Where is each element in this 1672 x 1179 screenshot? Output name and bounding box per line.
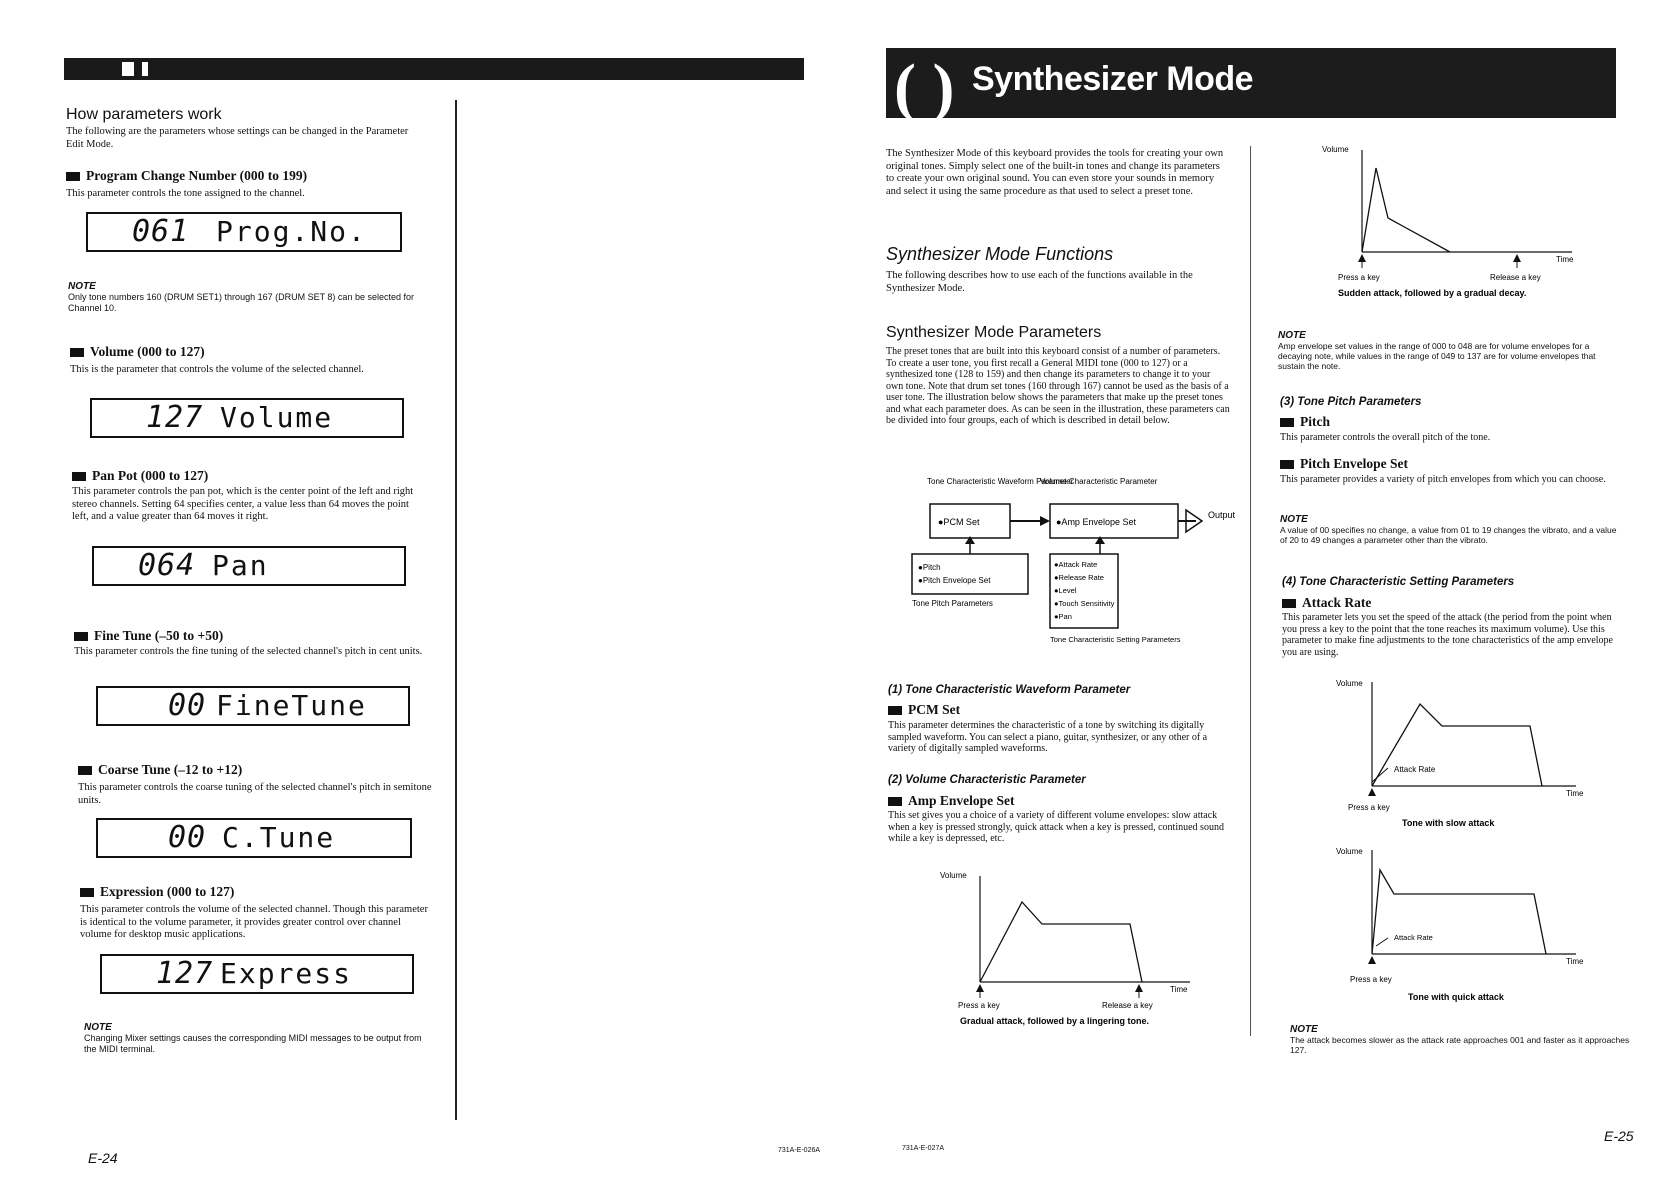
press-key-label: Press a key xyxy=(958,1001,1000,1010)
envelope-curve xyxy=(980,902,1142,982)
lcd-label: Volume xyxy=(220,401,334,434)
lcd-display xyxy=(86,212,402,252)
attack-rate-pointer xyxy=(1376,938,1388,946)
pitch-item: ●Pitch Envelope Set xyxy=(918,576,991,585)
page-title: Synthesizer Mode xyxy=(972,60,1254,98)
axis-label-time: Time xyxy=(1566,789,1584,798)
param-desc: This parameter controls the fine tuning of the selected channel's pitch in cent units. xyxy=(74,646,423,657)
section-heading: How parameters work xyxy=(66,106,222,123)
diagram-label-waveform: Tone Characteristic Waveform Parameter xyxy=(927,477,1074,486)
output-label: Output xyxy=(1208,510,1236,520)
param-title: Pan Pot (000 to 127) xyxy=(72,468,208,484)
header-bar-mark xyxy=(122,62,134,76)
bullet-square-icon xyxy=(1280,460,1294,469)
param-title: Amp Envelope Set xyxy=(888,793,1015,809)
param-title: Coarse Tune (–12 to +12) xyxy=(78,762,242,778)
envelope-curve xyxy=(1362,168,1450,252)
header-bar-mark xyxy=(142,62,148,76)
arrow-up-icon xyxy=(1513,254,1521,262)
param-title: Attack Rate xyxy=(1282,595,1371,611)
lcd-display xyxy=(92,546,406,586)
envelope-graph-gradual xyxy=(930,868,1220,1030)
param-desc: This parameter controls the overall pitch of the tone. xyxy=(1280,432,1491,443)
lcd-display xyxy=(96,686,410,726)
lcd-value: 127 xyxy=(146,400,204,435)
bullet-square-icon xyxy=(888,797,902,806)
arrow-up-icon xyxy=(1368,788,1376,796)
note-label: NOTE xyxy=(84,1022,112,1033)
lcd-label: C.Tune xyxy=(222,821,336,854)
param-desc: This parameter lets you set the speed of the attack (the period from the point when you press a key to the point that the tone reaches its maximum volume). Use this parameter to make fine adjustments to the tone characteristics of the amp envelope you are using. xyxy=(1282,612,1613,658)
arrow-up-icon xyxy=(1368,956,1376,964)
lcd-display xyxy=(100,954,414,994)
bullet-square-icon xyxy=(72,472,86,481)
param-desc: This set gives you a choice of a variety of different volume envelopes: slow attack when a key is pressed strongly, quick attack when a key is pressed, continued sound while a key is depressed, etc. xyxy=(888,810,1224,844)
pitch-params-box xyxy=(912,554,1028,594)
lcd-value: 127 xyxy=(156,956,214,991)
sub-heading: (2) Volume Characteristic Parameter xyxy=(888,774,1086,786)
lcd-display xyxy=(96,818,412,858)
column-divider xyxy=(455,100,457,1120)
param-desc: This parameter controls the volume of the selected channel. Though this parameter is identical to the volume parameter, it provides greater control over channel volume for desktop music applications. xyxy=(80,904,428,940)
param-desc: This parameter determines the characteristic of a tone by switching its digitally sampled waveform. You can select a piano, guitar, synthesizer, or any other of a variety of digitally sampled waveforms. xyxy=(888,720,1208,754)
axis-label-time: Time xyxy=(1556,255,1574,264)
note-label: NOTE xyxy=(1278,330,1306,341)
press-key-label: Press a key xyxy=(1338,273,1380,282)
param-desc: This parameter controls the pan pot, which is the center point of the left and right stereo channels. Setting 64 specifies center, a value less than 64 moves the point left, and a value greater than 64 moves it right. xyxy=(72,486,414,522)
param-title: Expression (000 to 127) xyxy=(80,884,234,900)
arrow-up-icon xyxy=(1135,984,1143,992)
lcd-label: FineTune xyxy=(216,689,367,722)
setting-item: ●Attack Rate xyxy=(1054,560,1098,569)
note-text: Changing Mixer settings causes the corresponding MIDI messages to be output from the MIDI terminal. xyxy=(84,1033,422,1054)
pcm-set-label: ●PCM Set xyxy=(938,517,980,527)
note-text: Only tone numbers 160 (DRUM SET1) through 167 (DRUM SET 8) can be selected for Channel 10. xyxy=(68,292,414,313)
bullet-square-icon xyxy=(70,348,84,357)
setting-item: ●Touch Sensitivity xyxy=(1054,599,1115,608)
lcd-value: 061 xyxy=(132,214,190,249)
arrow-up-icon xyxy=(976,984,984,992)
lcd-label: Express xyxy=(220,957,353,990)
note-text: A value of 00 specifies no change, a value from 01 to 19 changes the vibrato, and a value of 20 to 49 changes a parameter other than the vibrato. xyxy=(1280,525,1617,545)
lcd-label: Prog.No. xyxy=(216,215,367,248)
param-title: Fine Tune (–50 to +50) xyxy=(74,628,223,644)
intro-text: The following are the parameters whose settings can be changed in the Parameter Edit Mode. xyxy=(66,126,409,150)
envelope-graph-slow-attack xyxy=(1330,674,1590,834)
intro-text: The Synthesizer Mode of this keyboard provides the tools for creating your own original tones. Simply select one of the built-in tones and change its parameters to create your own original sound. You can even store your sounds in memory and select it using the same procedure as that used to select a preset tone. xyxy=(886,148,1224,197)
doc-code: 731A-E-026A xyxy=(778,1147,821,1154)
pitch-group-label: Tone Pitch Parameters xyxy=(912,599,993,608)
lcd-value: 00 xyxy=(168,688,207,723)
arrow-up-icon xyxy=(965,536,975,544)
setting-item: ●Level xyxy=(1054,586,1077,595)
press-key-label: Press a key xyxy=(1348,803,1390,812)
section-heading: Synthesizer Mode Functions xyxy=(886,244,1114,264)
lcd-value: 00 xyxy=(168,820,207,855)
envelope-graph-sudden xyxy=(1320,140,1600,298)
arrow-up-icon xyxy=(1358,254,1366,262)
setting-item: ●Release Rate xyxy=(1054,573,1104,582)
release-key-label: Release a key xyxy=(1102,1001,1153,1010)
param-title: PCM Set xyxy=(888,702,960,718)
setting-group-label: Tone Characteristic Setting Parameters xyxy=(1050,635,1181,644)
section-text: The following describes how to use each of the functions available in the Synthesizer Mode. xyxy=(886,270,1193,294)
parameter-diagram xyxy=(900,470,1240,660)
graph-caption: Tone with quick attack xyxy=(1408,992,1504,1002)
section-text: The preset tones that are built into this keyboard consist of a number of parameters. To create a user tone, you first recall a General MIDI tone (000 to 127) or a synthesized tone (128 to 159) and then change its parameters to change it to your own tone. Note that drum set tones (160 through 167) cannot be used as the basis of a user tone. The illustration below shows the parameters that make up the preset tones and what each parameter does. As can be seen in the illustration, these parameters can be divided into four groups, each of which is described in detail below. xyxy=(886,346,1230,426)
param-desc: This parameter provides a variety of pitch envelopes from which you can choose. xyxy=(1280,474,1606,485)
sub-heading: (1) Tone Characteristic Waveform Parameter xyxy=(888,684,1131,696)
param-title: Program Change Number (000 to 199) xyxy=(66,168,307,184)
amp-envelope-label: ●Amp Envelope Set xyxy=(1056,517,1136,527)
lcd-value: 064 xyxy=(138,548,196,583)
axis-label-volume: Volume xyxy=(1336,847,1363,856)
left-header-bar xyxy=(64,58,804,80)
sub-heading: (3) Tone Pitch Parameters xyxy=(1280,396,1422,408)
release-key-label: Release a key xyxy=(1490,273,1541,282)
param-desc: This parameter controls the coarse tuning of the selected channel's pitch in semitone units. xyxy=(78,782,432,806)
bullet-square-icon xyxy=(78,766,92,775)
section-heading: Synthesizer Mode Parameters xyxy=(886,324,1102,341)
axis-label-volume: Volume xyxy=(1336,679,1363,688)
press-key-label: Press a key xyxy=(1350,975,1392,984)
axis-label-volume: Volume xyxy=(940,871,967,880)
bullet-square-icon xyxy=(1280,418,1294,427)
arrow-head-icon xyxy=(1040,516,1050,526)
note-label: NOTE xyxy=(68,281,96,292)
axis-label-time: Time xyxy=(1170,985,1188,994)
note-label: NOTE xyxy=(1290,1024,1318,1035)
param-title: Volume (000 to 127) xyxy=(70,344,205,360)
doc-code: 731A-E-027A xyxy=(902,1145,945,1152)
envelope-graph-quick-attack xyxy=(1330,842,1590,1006)
note-text: Amp envelope set values in the range of 000 to 048 are for volume envelopes for a decaying note, while values in the range of 049 to 137 are for volume envelopes that sustain the note. xyxy=(1278,341,1596,371)
bracket-icon: ( ) xyxy=(894,51,955,124)
lcd-label: Pan xyxy=(212,549,269,582)
page-number: E-25 xyxy=(1604,1128,1634,1144)
bullet-square-icon xyxy=(74,632,88,641)
note-text: The attack becomes slower as the attack rate approaches 001 and faster as it approaches 127. xyxy=(1290,1035,1630,1055)
param-desc: This is the parameter that controls the volume of the selected channel. xyxy=(70,364,364,375)
attack-rate-label: Attack Rate xyxy=(1394,765,1436,774)
graph-caption: Gradual attack, followed by a lingering tone. xyxy=(960,1016,1150,1026)
note-label: NOTE xyxy=(1280,514,1308,525)
axis-label-volume: Volume xyxy=(1322,145,1349,154)
title-banner xyxy=(886,48,1616,124)
attack-rate-pointer xyxy=(1372,768,1388,782)
graph-caption: Tone with slow attack xyxy=(1402,818,1495,828)
axis-label-time: Time xyxy=(1566,957,1584,966)
arrow-up-icon xyxy=(1095,536,1105,544)
bullet-square-icon xyxy=(888,706,902,715)
param-title: Pitch Envelope Set xyxy=(1280,456,1408,472)
setting-item: ●Pan xyxy=(1054,612,1072,621)
bullet-square-icon xyxy=(1282,599,1296,608)
pitch-item: ●Pitch xyxy=(918,563,941,572)
diagram-label-volume: Volume Characteristic Parameter xyxy=(1040,477,1158,486)
sub-heading: (4) Tone Characteristic Setting Parameters xyxy=(1282,576,1515,588)
bullet-square-icon xyxy=(80,888,94,897)
graph-caption: Sudden attack, followed by a gradual decay. xyxy=(1338,288,1527,298)
bullet-square-icon xyxy=(66,172,80,181)
param-title: Pitch xyxy=(1280,414,1330,430)
attack-rate-label: Attack Rate xyxy=(1394,933,1433,942)
page-number: E-24 xyxy=(88,1150,118,1166)
column-divider xyxy=(1250,146,1251,1036)
param-desc: This parameter controls the tone assigned to the channel. xyxy=(66,188,305,199)
lcd-display xyxy=(90,398,404,438)
